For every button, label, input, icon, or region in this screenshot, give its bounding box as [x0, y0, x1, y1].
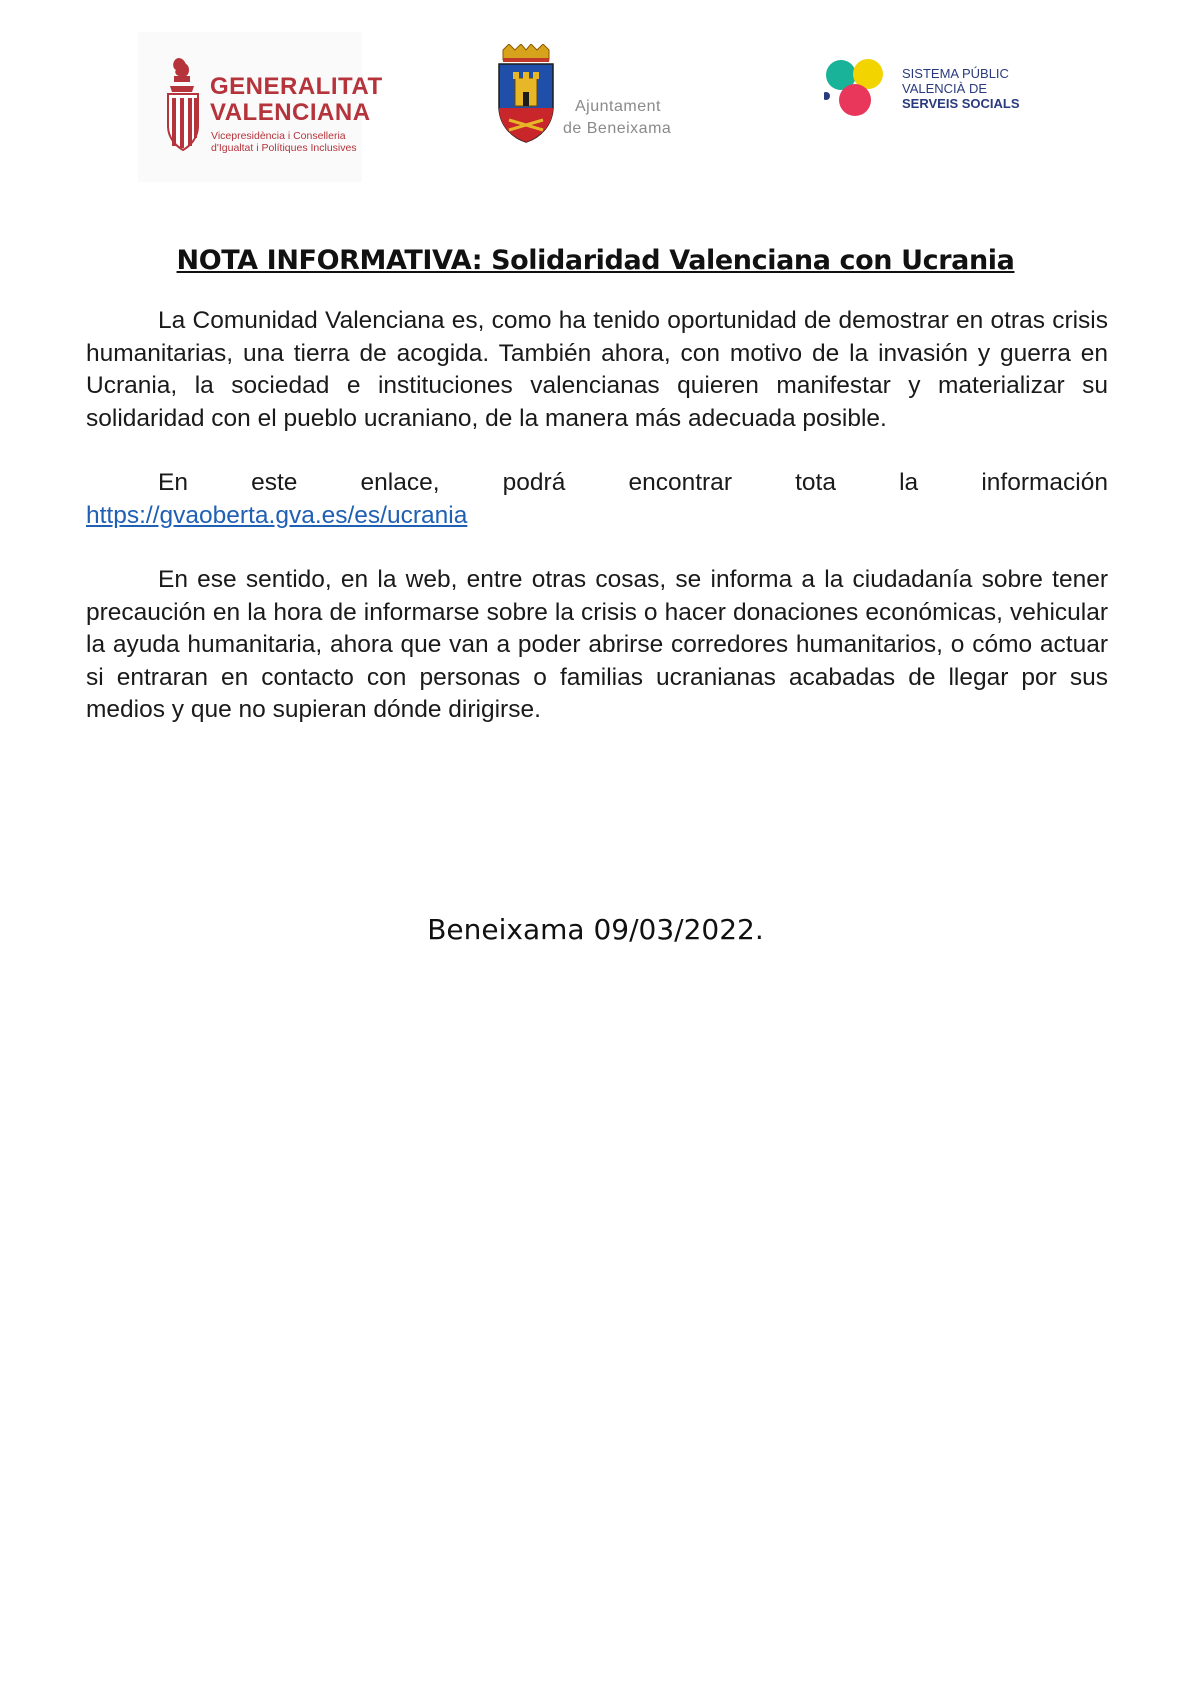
- serveis-socials-line3: SERVEIS SOCIALS: [902, 96, 1020, 111]
- paragraph-link: [86, 467, 1108, 532]
- valencian-crest-icon: [164, 56, 206, 152]
- paragraph-intro: La Comunidad Valenciana es, como ha tenido oportunidad de demostrar en otras crisis humanitarias, una tierra de acogida. También ahora, con motivo de la invasión y guerra en Ucrania, la sociedad e instituciones valencianas quieren manifestar y materializar su solidaridad con el pueblo ucraniano, de la manera más adecuada posible.: [86, 307, 1108, 432]
- link-intro-line: [86, 467, 1108, 500]
- ajuntament-name: [563, 96, 671, 140]
- document-body: [86, 305, 1108, 759]
- generalitat-name: [210, 74, 383, 126]
- conselleria-name: [211, 130, 357, 154]
- word: información: [981, 469, 1108, 496]
- word: la: [899, 469, 919, 496]
- conselleria-line2: d'Igualtat i Polítiques Inclusives: [211, 142, 357, 154]
- word: enlace,: [360, 469, 440, 496]
- word: este: [251, 469, 298, 496]
- serveis-socials-line1: SISTEMA PÚBLIC: [902, 66, 1009, 81]
- conselleria-line1: Vicepresidència i Conselleria: [211, 130, 346, 142]
- generalitat-name-line1: GENERALITAT: [210, 73, 383, 100]
- word: encontrar: [628, 469, 732, 496]
- header-logos: [0, 28, 1191, 188]
- serveis-socials-line2: VALENCIÀ DE: [902, 81, 988, 96]
- paragraph-details: En ese sentido, en la web, entre otras cosas, se informa a la ciudadanía sobre tener precaución en la hora de informarse sobre la crisis o hacer donaciones económicas, vehicular la ayuda humanitaria, ahora que van a poder abrirse corredores humanitarios, o cómo actuar si entraran en contacto con personas o familias ucranianas acabadas de llegar por sus medios y que no supieran dónde dirigirse.: [86, 566, 1108, 723]
- serveis-socials-name: [902, 66, 1020, 111]
- place-and-date: Beneixama 09/03/2022.: [427, 913, 764, 946]
- serveis-socials-logo: [824, 58, 1054, 128]
- word: podrá: [502, 469, 566, 496]
- word: tota: [795, 469, 836, 496]
- ajuntament-line1: Ajuntament: [575, 98, 661, 115]
- ucrania-info-link[interactable]: https://gvaoberta.gva.es/es/ucrania: [86, 501, 468, 529]
- colored-circles-icon: [824, 58, 892, 120]
- generalitat-valenciana-logo: [138, 32, 383, 182]
- generalitat-name-line2: VALENCIANA: [210, 99, 371, 126]
- word: En: [158, 469, 188, 496]
- document-title: NOTA INFORMATIVA: Solidaridad Valenciana con Ucrania: [176, 245, 1015, 276]
- ajuntament-beneixama-logo: [495, 44, 715, 174]
- ajuntament-line2: de Beneixama: [563, 120, 672, 137]
- beneixama-coat-of-arms-icon: [495, 44, 557, 144]
